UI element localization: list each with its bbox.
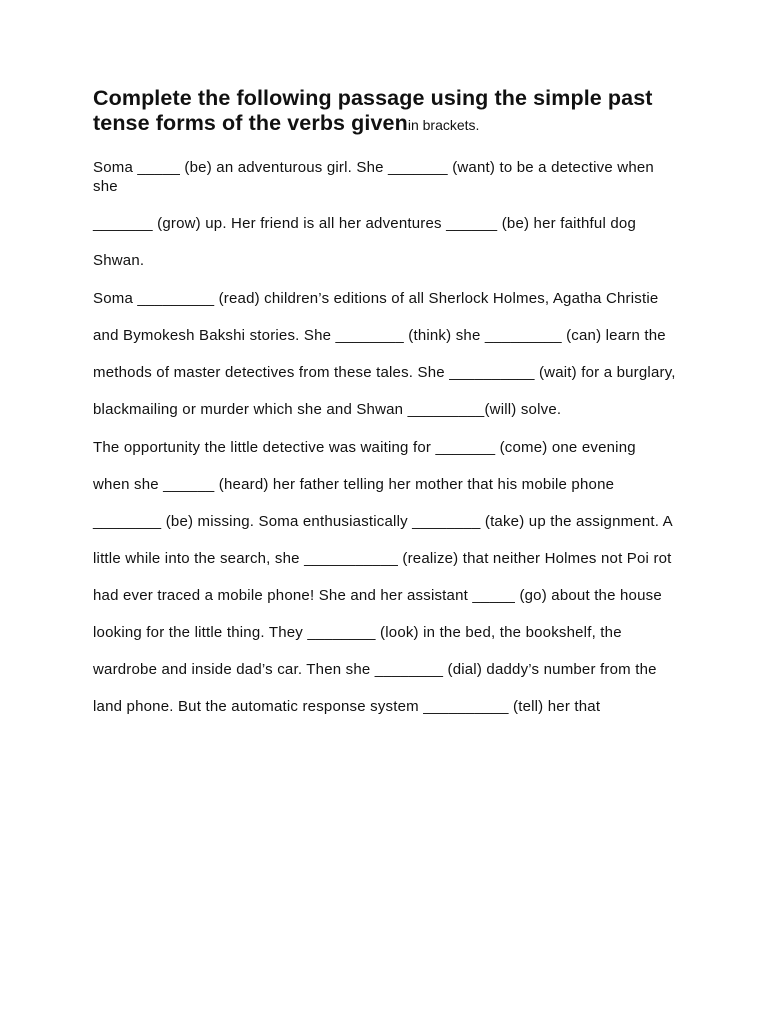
passage-paragraph: Shwan. bbox=[93, 252, 145, 269]
instruction-heading bbox=[93, 86, 678, 138]
passage-paragraph: little while into the search, she ___________ (realize) that neither Holmes not Poi rot bbox=[93, 550, 672, 567]
worksheet-page bbox=[93, 86, 678, 734]
passage-paragraph: looking for the little thing. They ________ (look) in the bed, the bookshelf, the bbox=[93, 624, 622, 641]
passage-paragraph: and Bymokesh Bakshi stories. She ________ (think) she _________ (can) learn the bbox=[93, 327, 666, 344]
instruction-tail: in brackets. bbox=[407, 117, 480, 133]
passage-paragraph: when she ______ (heard) her father telling her mother that his mobile phone bbox=[93, 476, 615, 493]
passage-paragraph: Soma _____ (be) an adventurous girl. She _______ (want) to be a detective when she bbox=[93, 159, 654, 195]
passage-paragraph: The opportunity the little detective was waiting for _______ (come) one evening bbox=[93, 439, 636, 456]
instruction-bold: Complete the following passage using the simple past tense forms of the verbs given bbox=[93, 86, 653, 135]
passage-paragraph: Soma _________ (read) children’s editions of all Sherlock Holmes, Agatha Christie bbox=[93, 290, 659, 307]
passage-paragraph: wardrobe and inside dad’s car. Then she ________ (dial) daddy’s number from the bbox=[93, 661, 657, 678]
passage-paragraph: blackmailing or murder which she and Shwan _________(will) solve. bbox=[93, 401, 562, 418]
passage-paragraph: land phone. But the automatic response system __________ (tell) her that bbox=[93, 698, 601, 715]
passage-paragraph: ________ (be) missing. Soma enthusiastically ________ (take) up the assignment. A bbox=[93, 513, 673, 530]
passage-paragraph: _______ (grow) up. Her friend is all her adventures ______ (be) her faithful dog bbox=[93, 215, 636, 232]
passage-paragraph: had ever traced a mobile phone! She and her assistant _____ (go) about the house bbox=[93, 587, 662, 604]
passage-paragraph: methods of master detectives from these tales. She __________ (wait) for a burglary, bbox=[93, 364, 676, 381]
